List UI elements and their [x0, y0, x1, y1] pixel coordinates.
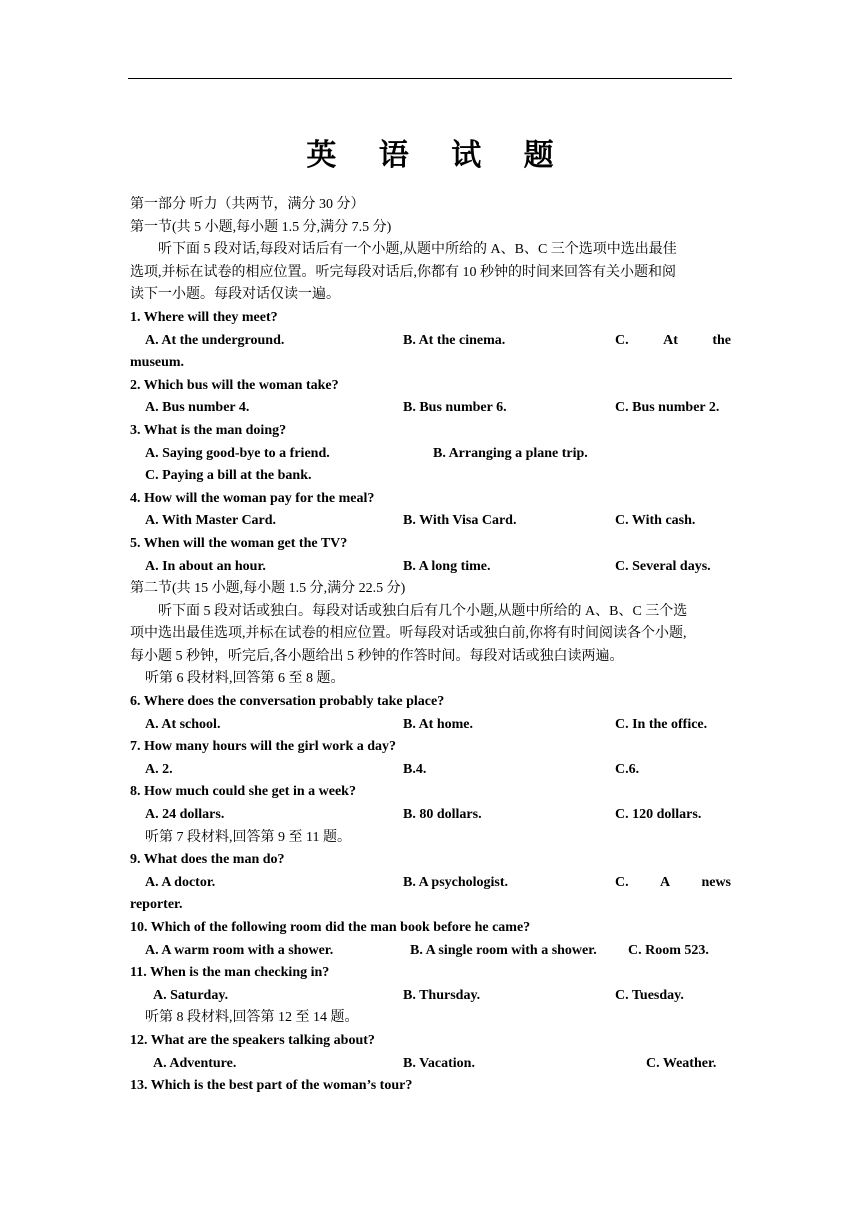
option-a: A. In about an hour. — [145, 558, 266, 574]
option-b: B. Vacation. — [403, 1055, 475, 1071]
section-heading-1: 第一节(共 5 小题,每小题 1.5 分,满分 7.5 分) — [130, 219, 392, 235]
option-c-part: A — [659, 874, 671, 890]
option-c-part: the — [712, 332, 731, 348]
material-note: 听第 7 段材料,回答第 9 至 11 题。 — [145, 829, 351, 845]
options-5 — [130, 556, 731, 579]
question-8: 8. How much could she get in a week? — [130, 784, 356, 800]
instruction-line: 每小题 5 秒钟，听完后,各小题给出 5 秒钟的作答时间。每段对话或独白读两遍。 — [130, 648, 624, 664]
question-3: 3. What is the man doing? — [130, 422, 287, 438]
question-6: 6. Where does the conversation probably take place? — [130, 694, 445, 710]
option-c-part: C. — [615, 874, 629, 890]
option-c-part: At — [663, 332, 678, 348]
option-c — [615, 330, 731, 353]
instruction-line: 项中选出最佳选项,并标在试卷的相应位置。听每段对话或独白前,你将有时间阅读各个小题, — [130, 626, 687, 642]
page-title: 英 语 试 题 — [306, 138, 570, 173]
option-c: C.6. — [615, 761, 640, 777]
option-c: C. 120 dollars. — [615, 807, 702, 823]
option-b: B. At home. — [403, 716, 473, 732]
question-7: 7. How many hours will the girl work a day? — [130, 739, 397, 755]
option-c: C. With cash. — [615, 513, 696, 529]
options-12 — [130, 1053, 731, 1076]
question-1: 1. Where will they meet? — [130, 309, 278, 325]
option-b: B.4. — [403, 761, 427, 777]
option-a: A. With Master Card. — [145, 513, 277, 529]
options-3 — [130, 443, 731, 466]
header-rule — [128, 78, 732, 79]
option-b: B. Arranging a plane trip. — [433, 445, 588, 461]
question-13: 13. Which is the best part of the woman’s tour? — [130, 1078, 413, 1094]
option-a: A. Saturday. — [153, 987, 229, 1003]
question-5: 5. When will the woman get the TV? — [130, 535, 348, 551]
instruction-line: 读下一小题。每段对话仅读一遍。 — [130, 287, 340, 303]
question-2: 2. Which bus will the woman take? — [130, 377, 339, 393]
options-9 — [130, 872, 731, 895]
part-heading: 第一部分 听力（共两节，满分 30 分） — [130, 197, 365, 212]
instruction-line: 听下面 5 段对话或独白。每段对话或独白后有几个小题,从题中所给的 A、B、C 三个选 — [158, 603, 688, 619]
options-10 — [130, 940, 731, 963]
option-a: A. At the underground. — [145, 332, 285, 348]
option-b: B. At the cinema. — [403, 332, 506, 348]
question-10: 10. Which of the following room did the man book before he came? — [130, 920, 531, 935]
options-4 — [130, 510, 731, 533]
option-b: B. A psychologist. — [403, 874, 509, 890]
section-heading-2: 第二节(共 15 小题,每小题 1.5 分,满分 22.5 分) — [130, 581, 406, 597]
question-9: 9. What does the man do? — [130, 852, 285, 868]
options-11 — [130, 985, 731, 1008]
option-a: A. A warm room with a shower. — [145, 942, 334, 958]
options-8 — [130, 804, 731, 827]
options-1 — [130, 330, 731, 353]
options-2 — [130, 397, 731, 420]
material-note: 听第 8 段材料,回答第 12 至 14 题。 — [145, 1010, 359, 1026]
option-c: C. Paying a bill at the bank. — [145, 468, 312, 484]
option-c-continued: reporter. — [130, 897, 183, 913]
option-c — [615, 872, 731, 895]
option-c-part: news — [701, 874, 731, 890]
option-a: A. Adventure. — [153, 1055, 237, 1071]
option-a: A. At school. — [145, 716, 221, 732]
option-b: B. With Visa Card. — [403, 513, 517, 529]
instruction-line: 听下面 5 段对话,每段对话后有一个小题,从题中所给的 A、B、C 三个选项中选出最佳 — [158, 242, 677, 258]
option-a: A. Bus number 4. — [145, 400, 250, 416]
option-c: C. Weather. — [646, 1055, 717, 1071]
option-b: B. Bus number 6. — [403, 400, 507, 416]
instruction-line: 选项,并标在试卷的相应位置。听完每段对话后,你都有 10 秒钟的时间来回答有关小题和阅 — [130, 264, 676, 280]
option-a: A. A doctor. — [145, 874, 216, 890]
question-11: 11. When is the man checking in? — [130, 965, 330, 981]
option-c: C. Room 523. — [628, 942, 709, 958]
option-b: B. A single room with a shower. — [410, 942, 597, 958]
option-c: C. Tuesday. — [615, 987, 684, 1003]
options-3-c — [130, 465, 731, 488]
material-note: 听第 6 段材料,回答第 6 至 8 题。 — [145, 671, 345, 687]
option-a: A. 2. — [145, 761, 173, 777]
options-6 — [130, 714, 731, 737]
exam-content — [130, 194, 731, 1098]
option-c: C. In the office. — [615, 716, 708, 732]
option-b: B. A long time. — [403, 558, 491, 574]
option-c: C. Several days. — [615, 558, 711, 574]
option-a: A. Saying good-bye to a friend. — [145, 445, 330, 461]
option-b: B. Thursday. — [403, 987, 481, 1003]
option-c-continued: museum. — [130, 355, 185, 371]
option-b: B. 80 dollars. — [403, 807, 482, 823]
option-a: A. 24 dollars. — [145, 807, 225, 823]
options-7 — [130, 759, 731, 782]
option-c: C. Bus number 2. — [615, 400, 720, 416]
question-12: 12. What are the speakers talking about? — [130, 1032, 375, 1048]
question-4: 4. How will the woman pay for the meal? — [130, 490, 375, 506]
option-c-part: C. — [615, 332, 629, 348]
